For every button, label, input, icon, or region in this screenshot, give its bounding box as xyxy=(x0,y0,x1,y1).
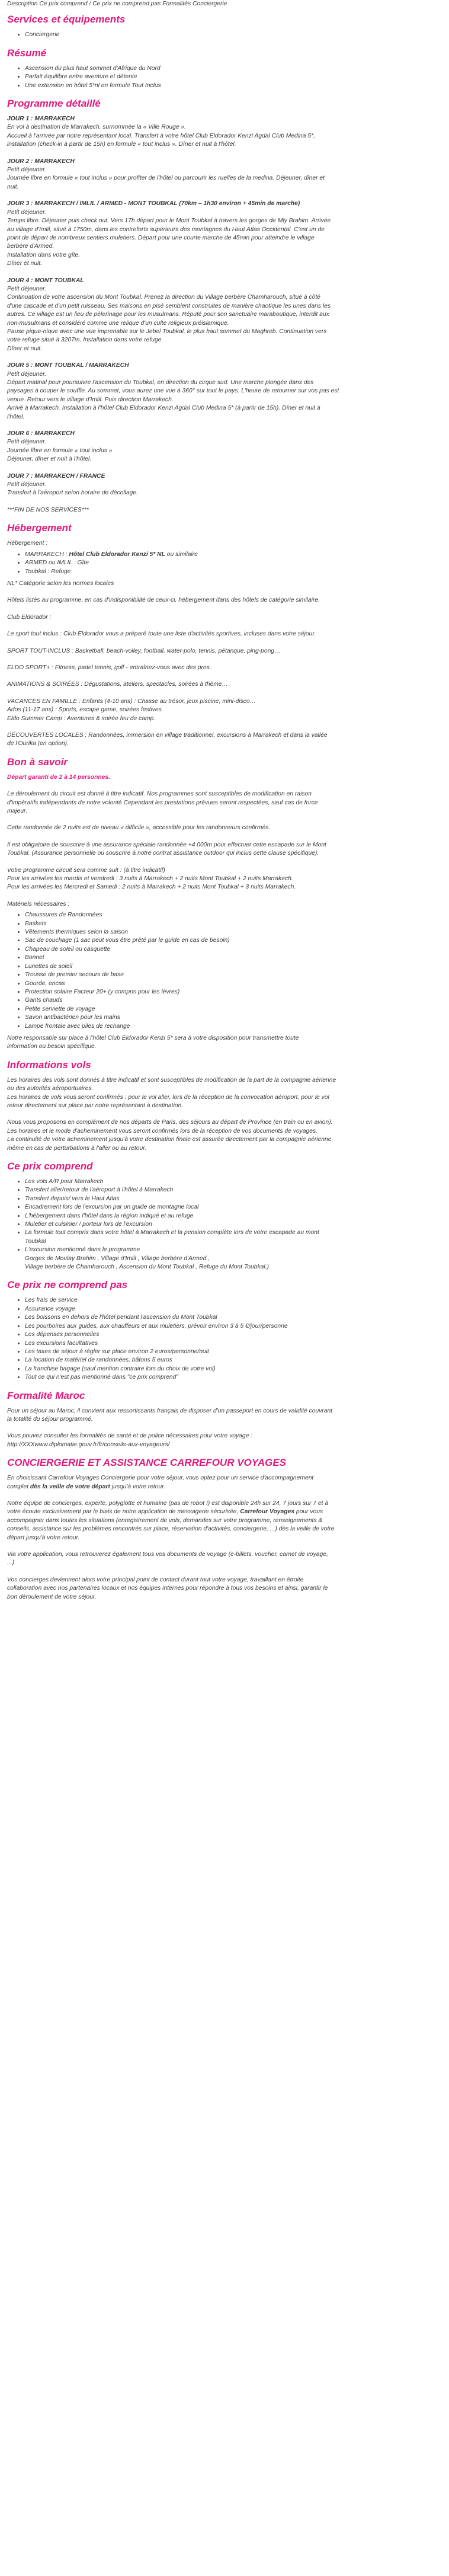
spacer xyxy=(7,639,442,647)
departure-guarantee: Départ garanti de 2 à 14 personnes. xyxy=(7,774,110,781)
spacer xyxy=(7,689,442,698)
day-title: JOUR 6 : MARRAKECH xyxy=(7,430,75,437)
section-title-programme: Programme détaillé xyxy=(7,98,101,110)
day-description: Petit déjeuner. Journée libre en formule « tout inclus » Déjeuner, dîner et nuit à l'hôtel. xyxy=(7,439,113,463)
day-title: JOUR 1 : MARRAKECH xyxy=(7,116,75,123)
day-description: Petit déjeuner. Départ matinal pour poursuivre l'ascension du Toubkal, en direction du cirque sud. Une marche plongée dans des paysages à couper le souffle. Au sommet, vous aurez une vue à 360° sur tout le pays. L'heure de retourner sur vos pas est venue. Retour vers le village d'Imlil. Puis direction Marrakech. Arrivé à Marrakech. Installation à l'hôtel Club Eldorador Kenzi Agdal Club Medina 5* (à partir de 15h). Dîner et nuit à l'hôtel. xyxy=(7,370,339,420)
passport-note: Pour un séjour au Maroc, il convient aux ressortissants français de disposer d'un passeport en cours de validité couvrant la totalité du séjour programmé. xyxy=(7,1407,333,1423)
list-item: • Encadrement lors de l'excursion par un guide de montagne local xyxy=(25,1203,442,1212)
list-item: • Chaussures de Randonnées xyxy=(25,911,442,919)
list-item: • Parfait équilibre entre aventure et détente xyxy=(25,73,442,81)
conciergerie-team: Notre équipe de concierges, experte, polyglotte et humaine (pas de robot !) est disponible 24h sur 24, 7 jours sur 7 et à votre écoute exclusivement par le biais de notre application de messagerie sécurisée, Carrefour Voyages pour vous accompagner dans toutes les situations (enregistrement de vols, demandes sur votre programme, renseignements & conseils, assistance sur les problèmes rencontrés sur place, réservation d'activités, conciergerie, ...) dès la veille de votre départ jusqu'à votre retour. xyxy=(7,1500,335,1541)
list-item: • La franchise bagage (sauf mention contraire lors du choix de votre vol) xyxy=(25,1365,442,1373)
list-item: • Gants chauds xyxy=(25,996,442,1005)
list-item: • Toubkal : Refuge xyxy=(25,568,442,576)
hebergement-paragraph: ELDO SPORT+ : Fitness, padel tennis, golf - entraînez-vous avec des pros. xyxy=(7,664,211,671)
bold-text: dès la veille de votre départ xyxy=(30,1483,110,1490)
spacer xyxy=(7,498,442,506)
section-title-infos-vols: Informations vols xyxy=(7,1059,91,1070)
spacer xyxy=(7,605,442,613)
list-item: • Protection solaire Facteur 20+ (y compris pour les lèvres) xyxy=(25,988,442,996)
list-item: • La location de matériel de randonnées, bâtons 5 euros xyxy=(25,1356,442,1364)
spacer xyxy=(7,269,442,277)
list-item: • Vêtements thermiques selon la saison xyxy=(25,928,442,937)
list-item: • Les dépenses personnelles xyxy=(25,1331,442,1339)
section-title-formalite: Formalité Maroc xyxy=(7,1389,85,1401)
spacer xyxy=(7,656,442,664)
list-item: • Les taxes de séjour à régler sur place environ 2 euros/personne/nuit xyxy=(25,1348,442,1356)
spacer xyxy=(7,1542,442,1551)
difficulty-note: Cette randonnée de 2 nuits est de niveau « difficile », accessible pour les randonneurs confirmés. xyxy=(7,824,271,832)
section-title-bon-a-savoir: Bon à savoir xyxy=(7,756,68,768)
hebergement-paragraph: SPORT TOUT-INCLUS : Basketball, beach-volley, football, water-polo, tennis, pétanque, ping-pong… xyxy=(7,647,281,654)
section-title-resume: Résumé xyxy=(7,47,47,59)
spacer xyxy=(7,1110,442,1118)
hebergement-paragraph: NL* Catégorie selon les normes locales xyxy=(7,580,114,587)
materiel-label: Matériels nécessaires : xyxy=(7,900,70,907)
spacer xyxy=(7,1491,442,1500)
day-title: JOUR 4 : MONT TOUBKAL xyxy=(7,277,84,284)
list-item: • La formule tout compris dans votre hôtel à Marrakech et la pension complète lors de votre escapade au mont Toubkal xyxy=(25,1229,442,1246)
list-item: • Les vols A/R pour Marrakech xyxy=(25,1178,442,1186)
day-title: JOUR 3 : MARRAKECH / IMLIL / ARMED - MONT TOUBKAL (70km – 1h30 environ + 45min de marche) xyxy=(7,200,300,207)
list-item: • Transfert depuis/ vers le Haut Atlas xyxy=(25,1195,442,1203)
spacer xyxy=(7,1568,442,1576)
list-item: • Tout ce qui n'est pas mentionné dans "ce prix comprend" xyxy=(25,1373,442,1382)
bold-text: Hôtel Club Eldorador Kenzi 5* NL xyxy=(69,551,165,558)
section-title-hebergement: Hébergement xyxy=(7,522,72,534)
day-description: Petit déjeuner. Transfert à l'aéroport selon horaire de décollage. xyxy=(7,481,138,497)
list-item: • ARMED ou IMLIL : Gîte xyxy=(25,559,442,567)
spacer xyxy=(7,672,442,680)
included-list xyxy=(7,1178,442,1271)
hebergement-paragraph: Le sport tout inclus : Club Eldorador vous a préparé toute une liste d'activités sportives, incluses dans votre séjour. xyxy=(7,631,316,638)
circuit-schedule: Votre programme circuit sera comme suit : (à titre indicatif) Pour les arrivées les mardis et vendredi : 3 nuits à Marrakech + 2 nuits Mont Toubkal + 2 nuits Marrakech. Pour les arrivées les Mercredi et Samedi : 2 nuits à Marrakech + 2 nuits Mont Toubkal + 3 nuits Marrakech. xyxy=(7,867,296,891)
hebergement-paragraph: Hôtels listés au programme, en cas d'indisponibilité de ceux-ci, hébergement dans des hôtels de catégorie similaire. xyxy=(7,597,320,604)
day-description: Petit déjeuner. Journée libre en formule « tout inclus » pour profiter de l'hôtel ou parcourir les ruelles de la medina. Déjeuner, dîner et nuit. xyxy=(7,167,325,190)
spacer xyxy=(7,622,442,630)
list-item: • Ascension du plus haut sommet d'Afrique du Nord xyxy=(25,65,442,73)
list-item: • Les pourboires aux guides, aux chauffeurs et aux muletiers, prévoir environ 3 à 5 €/jour/personne xyxy=(25,1322,442,1331)
conciergerie-documents: Via votre application, vous retrouverez également tous vos documents de voyage (e-billets, voucher, carnet de voyage, ...) xyxy=(7,1551,328,1567)
day-description: Petit déjeuner. Temps libre. Déjeuner puis check out. Vers 17h départ pour le Mont Toubkal à travers les gorges de Mly Brahim. Arrivée au village d'Imlil, situé à 1750m, dans les contreforts supérieurs des montagnes du Haut Atlas Occidental. C'est un de point de départ de nombreux sentiers muletiers. Départ pour une courte marche de 45min pour atteindre le village berbère d'Armed. Installation dans votre gîte. Dîner et nuit. xyxy=(7,209,331,267)
spacer xyxy=(7,782,442,790)
list-item: • Assurance voyage xyxy=(25,1305,442,1313)
list-item: • Petite serviette de voyage xyxy=(25,1005,442,1014)
hebergement-paragraph: Club Eldorador : xyxy=(7,613,52,621)
list-item: • L'hébergement dans l'hôtel dans la région indiqué et au refuge xyxy=(25,1212,442,1220)
conciergerie-intro: En choisissant Carrefour Voyages Conciergerie pour votre séjour, vous optez pour un service d'accompagnement complet dès la veille de votre départ jusqu'à votre retour. xyxy=(7,1475,314,1490)
flight-times-note: Les horaires des vols sont donnés à titre indicatif et sont susceptibles de modification de la part de la compagnie aérienne ou des autorités aéroportuaires. Les horaires de vols vous seront confirmés : pour le vol aller, lors de la réception de la convocation aéroport, pour le vol retour directement sur place par notre représentant à destination. xyxy=(7,1076,336,1109)
spacer xyxy=(7,833,442,841)
spacer xyxy=(7,149,442,158)
spacer xyxy=(7,353,442,362)
list-item: • Trousse de premier secours de base xyxy=(25,971,442,979)
day-description: Petit déjeuner. Continuation de votre ascension du Mont Toubkal. Prenez la direction du Village berbère Chamharouch, situé à côté d'une cascade et d'un petit ruisseau. Ses maisons en pisé semblent construites de manière chaotique les unes dans les autres. Ce village est un lieu de pèlerinage pour les musulmans. Réputé pour son sanctuaire maraboutique, interdit aux non-musulmans et considéré comme une relique d'un culte religieux préislamique. Pause pique-nique avec une vue imprenable sur le Jebel Toubkal, le plus haut sommet du Maghreb. Continuation vers votre refuge situé à 3207m. Installation dans votre refuge. Dîner et nuit. xyxy=(7,285,331,352)
list-item: • Chapeau de soleil ou casquette xyxy=(25,945,442,954)
spacer xyxy=(7,588,442,596)
local-discoveries: DÉCOUVERTES LOCALES : Randonnées, immersion en village traditionnel, excursions à Marrakech et dans la vallée de l'Ourika (en option). xyxy=(7,731,328,747)
section-title-ne-comprend-pas: Ce prix ne comprend pas xyxy=(7,1279,128,1291)
day-description: En vol à destination de Marrakech, surnommée la « Ville Rouge ». Accueil à l'arrivée par notre représentant local. Transfert à votre hôtel Club Eldorador Kenzi Agdal Club Medina 5*, installation (check-in à partir de 15h) en formule « tout inclus ». Dîner et nuit à l'hôtel. xyxy=(7,124,315,148)
spacer xyxy=(7,723,442,731)
list-item: • L'excursion mentionné dans le programme Gorges de Moulay Brahim , Village d'Imlil , Village berbère d'Armed , Village berbère de Chamharouch , Ascension du Mont Toubkal , Refuge du Mont Toubkal.) xyxy=(25,1246,442,1271)
bold-text: Carrefour Voyages xyxy=(240,1508,294,1516)
conciergerie-contact: Vos concierges deviennent alors votre principal point de contact durant tout votre voyage, travaillant en étroite collaboration avec nos partenaires locaux et nos équipes internes pour répondre à tous vos besoins et ainsi, garantir le bon déroulement de votre séjour. xyxy=(7,1576,328,1600)
not-included-list xyxy=(7,1296,442,1382)
hebergement-paragraph: ANIMATIONS & SOIRÉES : Dégustations, ateliers, spectacles, soirées à thème… xyxy=(7,681,228,688)
list-item: • Gourde, encas xyxy=(25,980,442,988)
spacer xyxy=(7,421,442,430)
section-title-conciergerie: CONCIERGERIE ET ASSISTANCE CARREFOUR VOYAGES xyxy=(7,1457,287,1469)
spacer xyxy=(7,858,442,867)
section-title-services: Services et équipements xyxy=(7,14,126,25)
list-item: • Savon antibactérien pour les mains xyxy=(25,1014,442,1022)
list-item: • Conciergerie xyxy=(25,31,442,39)
circuit-disclaimer: Le déroulement du circuit est donné à titre indicatif. Nos programmes sont susceptibles de modification en raison d'impératifs indépendants de notre volonté Cependant les prestations prévues seront respectées, sauf cas de force majeur. xyxy=(7,791,318,814)
health-formalities-note: Vous pouvez consulter les formalités de santé et de police nécessaires pour votre voyage : http://XXXwww.diplomatie.gouv.fr/fr/conseils-aux-voyageurs/ xyxy=(7,1433,253,1448)
materiel-list xyxy=(7,911,442,1031)
list-item: • Bonnet xyxy=(25,954,442,962)
list-item: • MARRAKECH : Hôtel Club Eldorador Kenzi 5* NL ou similaire xyxy=(25,551,442,559)
list-item: • Baskets xyxy=(25,920,442,928)
list-item: • Les excursions facultatives xyxy=(25,1340,442,1348)
end-services: ***FIN DE NOS SERVICES*** xyxy=(7,506,89,513)
insurance-note: Il est obligatoire de souscrire à une assurance spéciale randonnée +4 000m pour effectuer cette escapade sur le Mont Toubkal. (Assurance personnelle ou souscrire à notre contrat assistance outdoor qui inclus cette clause spécifique). xyxy=(7,841,326,857)
list-item: • Sac de couchage (1 sac peut vous être prêté par le guide en cas de besoin) xyxy=(25,937,442,945)
province-departures-note: Nous vous proposons en complément de nos départs de Paris, des séjours au départ de Province (en train ou en avion). Les horaires et le mode d'acheminement vous seront confirmés lors de la réception de vos documents de voyages. La continuité de votre acheminement jusqu'à votre destination finale est assurée directement par la compagnie aérienne, même en cas de perturbations à l'aller ou au retour. xyxy=(7,1119,333,1152)
local-contact-note: Notre responsable sur place à l'hôtel Club Eldorador Kenzi 5* sera à votre disposition pour transmettre toute information ou besoin spécifique. xyxy=(7,1034,299,1050)
spacer xyxy=(7,1424,442,1432)
hebergement-list xyxy=(7,551,442,576)
intro-line: Description Ce prix comprend / Ce prix ne comprend pas Formalités Conciergerie xyxy=(7,1,227,7)
list-item: • Une extension en hôtel 5*nl en formule Tout Inclus xyxy=(25,82,442,90)
hebergement-label: Hébergement : xyxy=(7,540,48,547)
spacer xyxy=(7,464,442,472)
list-item: • Transfert aller/retour de l'aéroport à l'hôtel à Marrakech xyxy=(25,1186,442,1194)
spacer xyxy=(7,191,442,200)
list-item: • Lunettes de soleil xyxy=(25,963,442,971)
section-title-ce-prix-comprend: Ce prix comprend xyxy=(7,1161,93,1172)
list-item: • Muletier et cuisinier / porteur lors de l'excursion xyxy=(25,1220,442,1229)
day-title: JOUR 2 : MARRAKECH xyxy=(7,158,75,165)
spacer xyxy=(7,816,442,824)
spacer xyxy=(7,892,442,900)
day-title: JOUR 7 : MARRAKECH / FRANCE xyxy=(7,472,105,480)
services-list xyxy=(7,31,442,39)
day-title: JOUR 5 : MONT TOUBKAL / MARRAKECH xyxy=(7,362,129,369)
list-item: • Les frais de service xyxy=(25,1296,442,1305)
list-item: • Lampe frontale avec piles de rechange xyxy=(25,1022,442,1031)
resume-list xyxy=(7,65,442,90)
family-activities: VACANCES EN FAMILLE : Enfants (4-10 ans) : Chasse au trésor, jeux piscine, mini-disco… Ados (11-17 ans) : Sports, escape game, soirées festives. Eldo Summer Camp : Aventures & soirée feu de camp. xyxy=(7,698,256,722)
list-item: • Les boissons en dehors de l'hôtel pendant l'ascension du Mont Toubkal xyxy=(25,1313,442,1322)
